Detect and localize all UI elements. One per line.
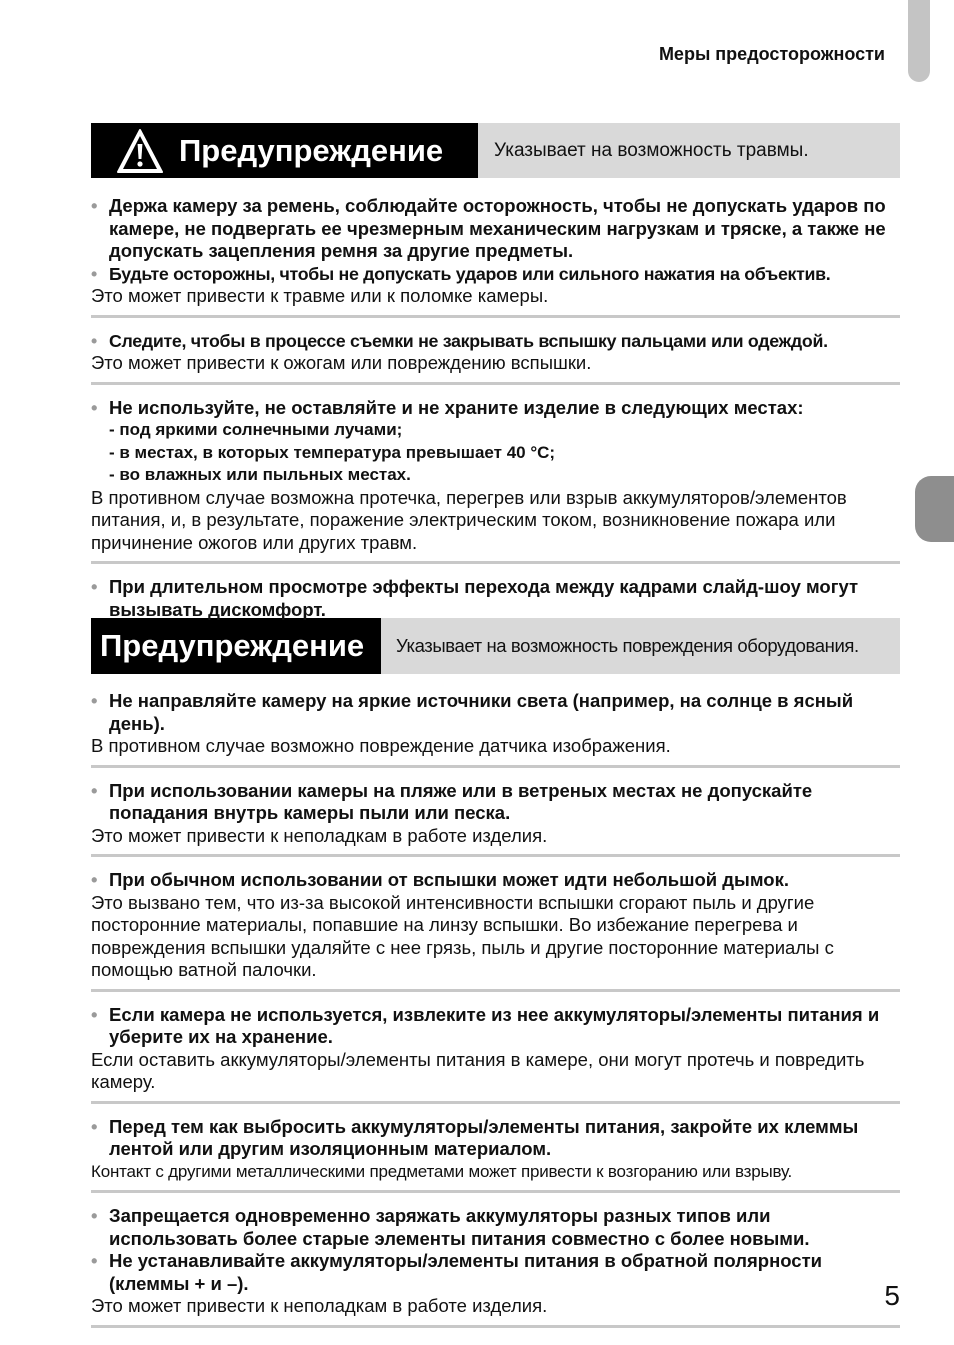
list-item: • Не используйте, не оставляйте и не храните изделие в следующих местах: (91, 396, 804, 418)
list-item: • Не устанавливайте аккумуляторы/элементы питания в обратной полярности (клеммы + и –). (91, 1250, 823, 1294)
caution-section (91, 690, 900, 768)
chapter-tab-top (908, 0, 930, 82)
section-note: Если оставить аккумуляторы/элементы питания в камере, они могут протечь и повредить камеру. (91, 1048, 865, 1092)
caution-section (91, 869, 900, 992)
caution-banner (91, 618, 900, 674)
list-item: • При обычном использовании от вспышки может идти небольшой дымок. (91, 869, 789, 890)
page-number: 5 (884, 1280, 900, 1311)
list-item: • Если камера не используется, извлеките из нее аккумуляторы/элементы питания и уберите их на хранение. (91, 1003, 880, 1047)
bullet-icon: • (91, 263, 97, 284)
section-note: Это может привести к ожогам или повреждению вспышки. (91, 352, 592, 373)
caution-section (91, 780, 900, 858)
list-item: • Запрещается одновременно заряжать аккумуляторы разных типов или использовать более старые элементы питания совместно с более новыми. (91, 1205, 810, 1249)
section-note: Это может привести к неполадкам в работе изделия. (91, 1295, 548, 1316)
section-note: Это может привести к неполадкам в работе изделия. (91, 824, 548, 846)
list-item: • Будьте осторожны, чтобы не допускать ударов или сильного нажатия на объектив. (91, 263, 831, 284)
warning-section (91, 195, 900, 318)
bullet-icon: • (91, 779, 98, 801)
warning-banner-description: Указывает на возможность травмы. (478, 123, 900, 178)
warning-banner-label: Предупреждение (179, 132, 444, 168)
warning-banner-label-box (91, 123, 478, 178)
bullet-icon: • (91, 330, 97, 351)
running-header-title: Меры предосторожности (658, 44, 885, 64)
list-item: • При использовании камеры на пляже или в ветреных местах не допускайте попадания внутрь камеры пыли или песка. (91, 779, 813, 823)
section-note: Это может привести к травме или к поломке камеры. (91, 285, 549, 306)
caution-section (91, 1205, 900, 1328)
chapter-tab-side (915, 476, 954, 542)
caution-banner-label: Предупреждение (91, 618, 381, 674)
caution-content (91, 690, 900, 1328)
bullet-icon: • (91, 690, 98, 711)
bullet-icon: • (91, 869, 98, 890)
bullet-icon: • (91, 396, 98, 418)
bullet-icon: • (91, 1250, 98, 1271)
warning-section (91, 397, 900, 565)
sub-item: - в местах, в которых температура превышает 40 °C; (109, 442, 556, 462)
section-note: Это вызвано тем, что из-за высокой интенсивности вспышки сгорают пыль и другие посторонние материалы, попавшие на линзу вспышки. Во избежание перегрева и повреждения вспышки удаляйте с нее грязь, пыль и другие посторонние материалы с помощью ватной палочки. (91, 891, 834, 980)
caution-section (91, 1116, 900, 1194)
bullet-icon: • (91, 576, 98, 597)
list-item: • Не направляйте камеру на яркие источники света (например, на солнце в ясный день). (91, 690, 854, 734)
section-note: В противном случае возможно повреждение датчика изображения. (91, 735, 671, 756)
list-item: • Следите, чтобы в процессе съемки не закрывать вспышку пальцами или одеждой. (91, 330, 828, 351)
sub-item: - под яркими солнечными лучами; (109, 420, 403, 439)
caution-banner-description: Указывает на возможность повреждения оборудования. (381, 618, 900, 674)
warning-banner (91, 123, 900, 178)
warning-content (91, 195, 900, 621)
list-item: • Перед тем как выбросить аккумуляторы/элементы питания, закройте их клеммы лентой или другим изоляционным материалом. (91, 1115, 859, 1159)
section-note: Контакт с другими металлическими предметами может привести к возгоранию или взрыву. (91, 1161, 793, 1181)
bullet-icon: • (91, 1003, 98, 1025)
section-note: В противном случае возможна протечка, перегрев или взрыв аккумуляторов/элементов питания, и, в результате, поражение электрическим током, возникновение пожара или причинение ожогов или других травм. (91, 486, 847, 553)
bullet-icon: • (91, 1205, 98, 1226)
list-item: • При длительном просмотре эффекты перехода между кадрами слайд-шоу могут вызывать дискомфорт. (91, 576, 859, 620)
bullet-icon: • (91, 195, 98, 216)
bullet-icon: • (91, 1115, 98, 1137)
warning-section (91, 576, 900, 621)
sub-item: - во влажных или пыльных местах. (109, 465, 411, 484)
warning-triangle-icon (115, 127, 165, 175)
list-item: • Держа камеру за ремень, соблюдайте осторожность, чтобы не допускать ударов по камере, не подвергать ее чрезмерным механическим нагрузкам и тряске, а также не допускать зацепления ремня за другие предметы. (91, 195, 886, 261)
warning-section (91, 330, 900, 385)
caution-section (91, 1004, 900, 1104)
